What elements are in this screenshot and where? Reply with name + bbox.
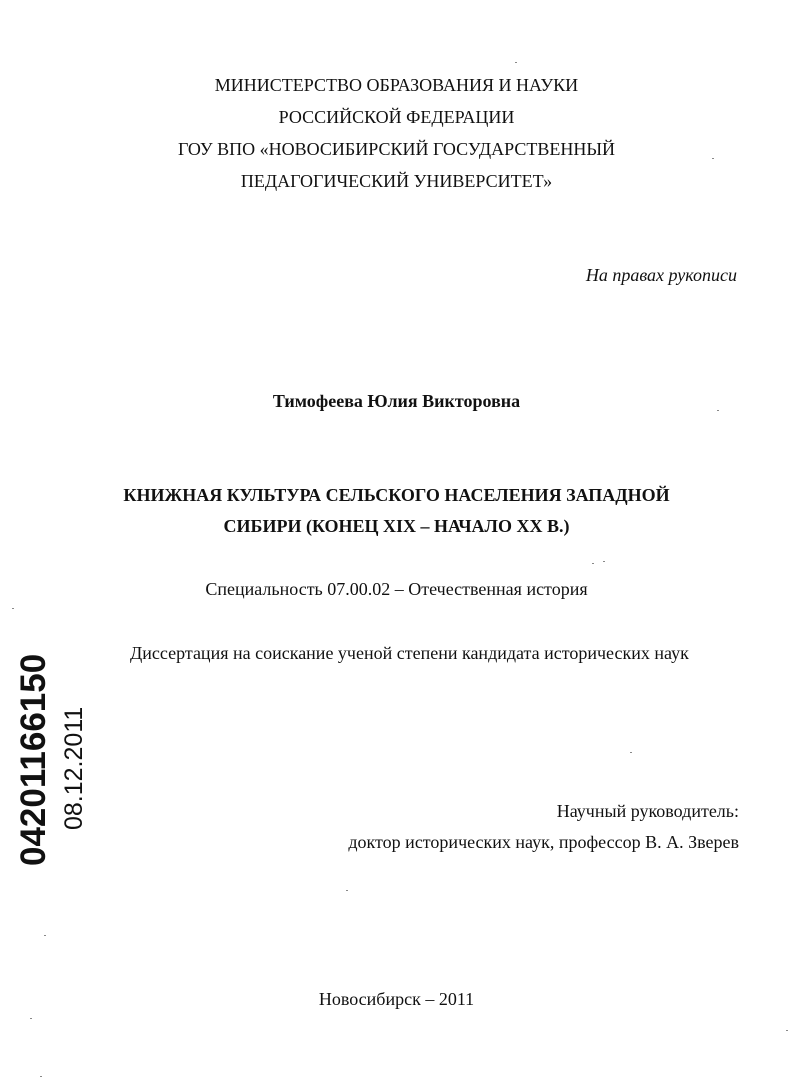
dissertation-degree: Диссертация на соискание ученой степени кандидата исторических наук: [130, 643, 689, 663]
title-line-1: КНИЖНАЯ КУЛЬТУРА СЕЛЬСКОГО НАСЕЛЕНИЯ ЗАПАДНОЙ: [123, 485, 670, 505]
header-line-3: ГОУ ВПО «НОВОСИБИРСКИЙ ГОСУДАРСТВЕННЫЙ: [177, 139, 616, 159]
author-name: Тимофеева Юлия Викторовна: [272, 391, 521, 411]
scan-speck: [44, 935, 46, 936]
scan-speck: [515, 62, 517, 63]
stamp-number: 04201166150: [14, 653, 53, 866]
scan-speck: [346, 890, 348, 891]
header-line-2: РОССИЙСКОЙ ФЕДЕРАЦИИ: [278, 107, 515, 127]
manuscript-note: На правах рукописи: [585, 265, 737, 285]
stamp-date: 08.12.2011: [60, 706, 88, 830]
scan-speck: [786, 1030, 788, 1031]
specialty: Специальность 07.00.02 – Отечественная история: [205, 579, 588, 599]
scan-speck: [717, 410, 719, 411]
title-line-2: СИБИРИ (КОНЕЦ XIX – НАЧАЛО XX В.): [223, 516, 570, 536]
city-year: Новосибирск – 2011: [318, 989, 475, 1009]
header-line-1: МИНИСТЕРСТВО ОБРАЗОВАНИЯ И НАУКИ: [214, 75, 579, 95]
advisor-label: Научный руководитель:: [556, 801, 739, 821]
advisor-name: доктор исторических наук, профессор В. А. Зверев: [348, 832, 739, 852]
scan-speck: [30, 1018, 32, 1019]
scan-speck: [40, 1076, 42, 1077]
scan-speck: [712, 158, 714, 159]
header-line-4: ПЕДАГОГИЧЕСКИЙ УНИВЕРСИТЕТ»: [240, 171, 553, 191]
scan-speck: [592, 563, 594, 564]
scan-speck: [603, 561, 605, 562]
scan-speck: [12, 608, 14, 609]
scan-speck: [630, 752, 632, 753]
